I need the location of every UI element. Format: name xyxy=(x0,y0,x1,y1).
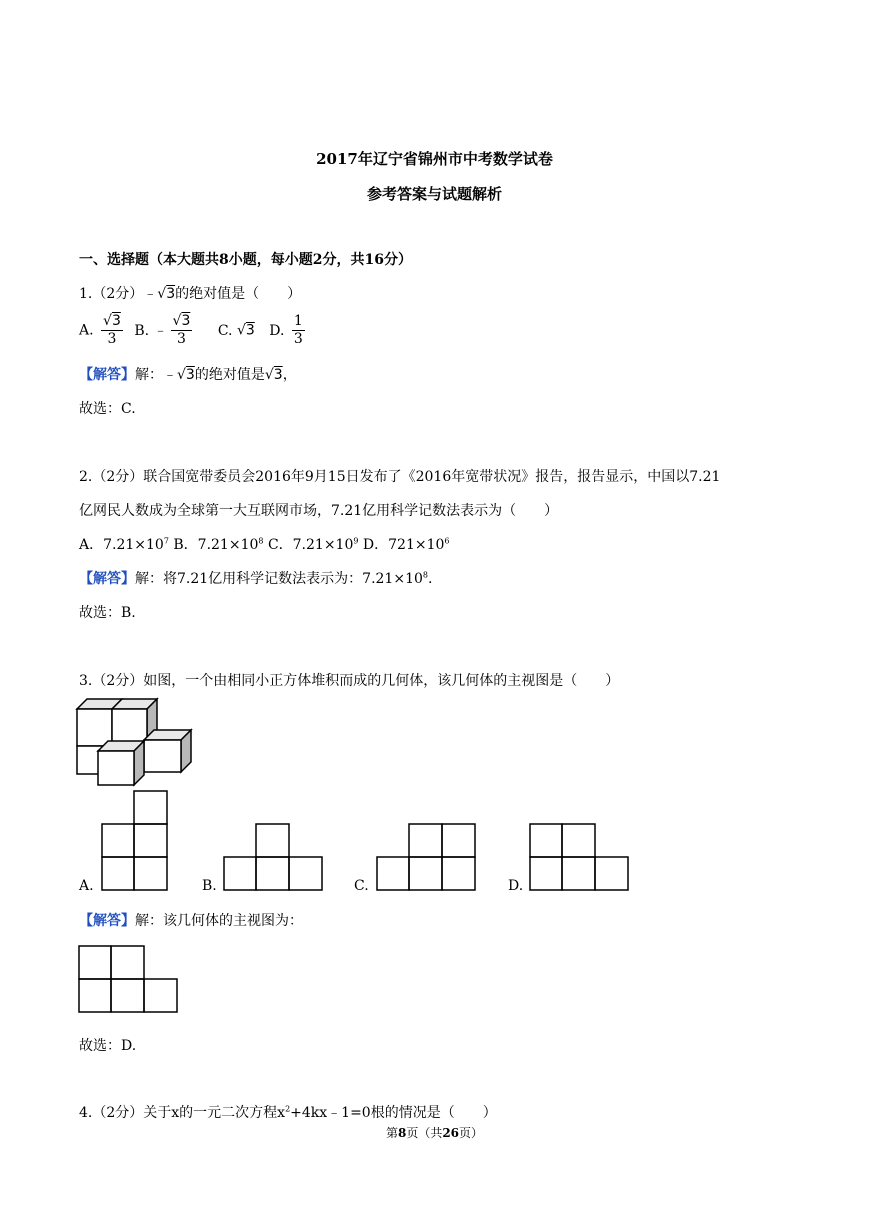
q1-choice: 故选：C. xyxy=(79,401,136,417)
q1-option-d: $\frac{1}{3}$ xyxy=(293,313,303,347)
q2-option-d: D．721×10 xyxy=(362,537,445,553)
q2-option-a: A．7.21×10 xyxy=(79,537,164,553)
q1-options xyxy=(79,313,308,348)
q2-answer-exp: 8 xyxy=(422,570,428,580)
section-heading: 一、选择题（本大题共8小题，每小题2分，共16分） xyxy=(79,252,412,268)
q1-option-b-label: B. xyxy=(134,322,150,339)
q2-options xyxy=(79,534,450,554)
q4-text-pre: 4.（2分）关于x的一元二次方程x xyxy=(79,1105,286,1121)
q1-option-d-label: D. xyxy=(269,322,285,339)
q2-answer-end: . xyxy=(427,571,433,587)
q3-option-b-label: B. xyxy=(202,878,217,894)
q3-choice: 故选：D. xyxy=(79,1038,137,1054)
q1-answer-sqrt1: √3 xyxy=(177,367,195,383)
q1-answer-tag: 【解答】 xyxy=(79,367,135,383)
q2-option-a-exp: 7 xyxy=(163,536,169,546)
q1-number: 1.（2分） xyxy=(79,286,144,302)
q2-answer-text: 解：将7.21亿用科学记数法表示为：7.21×10 xyxy=(135,571,423,587)
q2-option-b-exp: 8 xyxy=(258,536,264,546)
q1-answer xyxy=(79,364,297,384)
q3-answer-text: 解：该几何体的主视图为： xyxy=(135,913,303,929)
question-1 xyxy=(79,283,301,303)
q4-line-1 xyxy=(79,1102,497,1122)
footer-page: 8 xyxy=(397,1126,407,1140)
q2-answer xyxy=(79,568,432,588)
q4-exp: 2 xyxy=(285,1104,291,1114)
q3-option-a-view xyxy=(101,790,169,892)
page-footer xyxy=(0,1124,869,1141)
cube-stack-figure xyxy=(76,698,196,788)
q1-option-c-label: C. xyxy=(217,322,233,339)
q3-answer-view xyxy=(78,945,179,1014)
q3-option-c-label: C. xyxy=(354,878,369,894)
q2-option-c: C．7.21×10 xyxy=(267,537,354,553)
q1-answer-mid: 的绝对值是 xyxy=(194,367,265,383)
q3-answer-tag: 【解答】 xyxy=(79,913,135,929)
q2-line-2: 亿网民人数成为全球第一大互联网市场，7.21亿用科学记数法表示为（ ） xyxy=(79,503,559,519)
q2-option-d-exp: 6 xyxy=(444,536,450,546)
footer-total: 26 xyxy=(442,1126,460,1140)
q2-option-c-exp: 9 xyxy=(353,536,359,546)
q4-text-post: +4kx﹣1=0根的情况是（ ） xyxy=(290,1105,497,1121)
q1-answer-sqrt2: √3 xyxy=(264,367,283,383)
q1-option-a-label: A. xyxy=(79,322,94,339)
q3-option-a-label: A. xyxy=(79,878,94,894)
footer-post: 页） xyxy=(459,1126,484,1140)
q1-option-b: $\frac{√3}{3}$ xyxy=(172,313,191,347)
q3-answer xyxy=(79,910,303,930)
q1-text: 的绝对值是（ ） xyxy=(175,286,302,302)
footer-pre: 第 xyxy=(385,1126,398,1140)
q3-option-d-label: D. xyxy=(508,878,524,894)
q1-option-a: $\frac{√3}{3}$ xyxy=(103,313,121,347)
page-title: 2017年辽宁省锦州市中考数学试卷 xyxy=(316,150,553,168)
q2-choice: 故选：B. xyxy=(79,605,136,621)
q2-line-1: 2.（2分）联合国宽带委员会2016年9月15日发布了《2016年宽带状况》报告，报告显示，中国以7.21 xyxy=(79,469,721,485)
q1-sqrt: √3 xyxy=(157,286,176,302)
q1-answer-post: ， xyxy=(282,367,297,383)
q2-option-b: B．7.21×10 xyxy=(173,537,259,553)
page-subtitle: 参考答案与试题解析 xyxy=(366,185,502,203)
q3-option-c-view xyxy=(376,823,477,892)
footer-mid: 页（共 xyxy=(406,1126,443,1140)
q3-option-d-view xyxy=(529,823,630,892)
q1-answer-pre: 解：﹣ xyxy=(135,367,177,383)
q1-option-b-neg: ﹣ xyxy=(153,322,168,339)
q1-option-c: √3 xyxy=(236,322,255,339)
q3-line-1: 3.（2分）如图，一个由相同小正方体堆积而成的几何体，该几何体的主视图是（ ） xyxy=(79,673,620,689)
q3-option-b-view xyxy=(223,823,324,892)
q1-neg: ﹣ xyxy=(143,286,158,302)
q2-answer-tag: 【解答】 xyxy=(79,571,135,587)
